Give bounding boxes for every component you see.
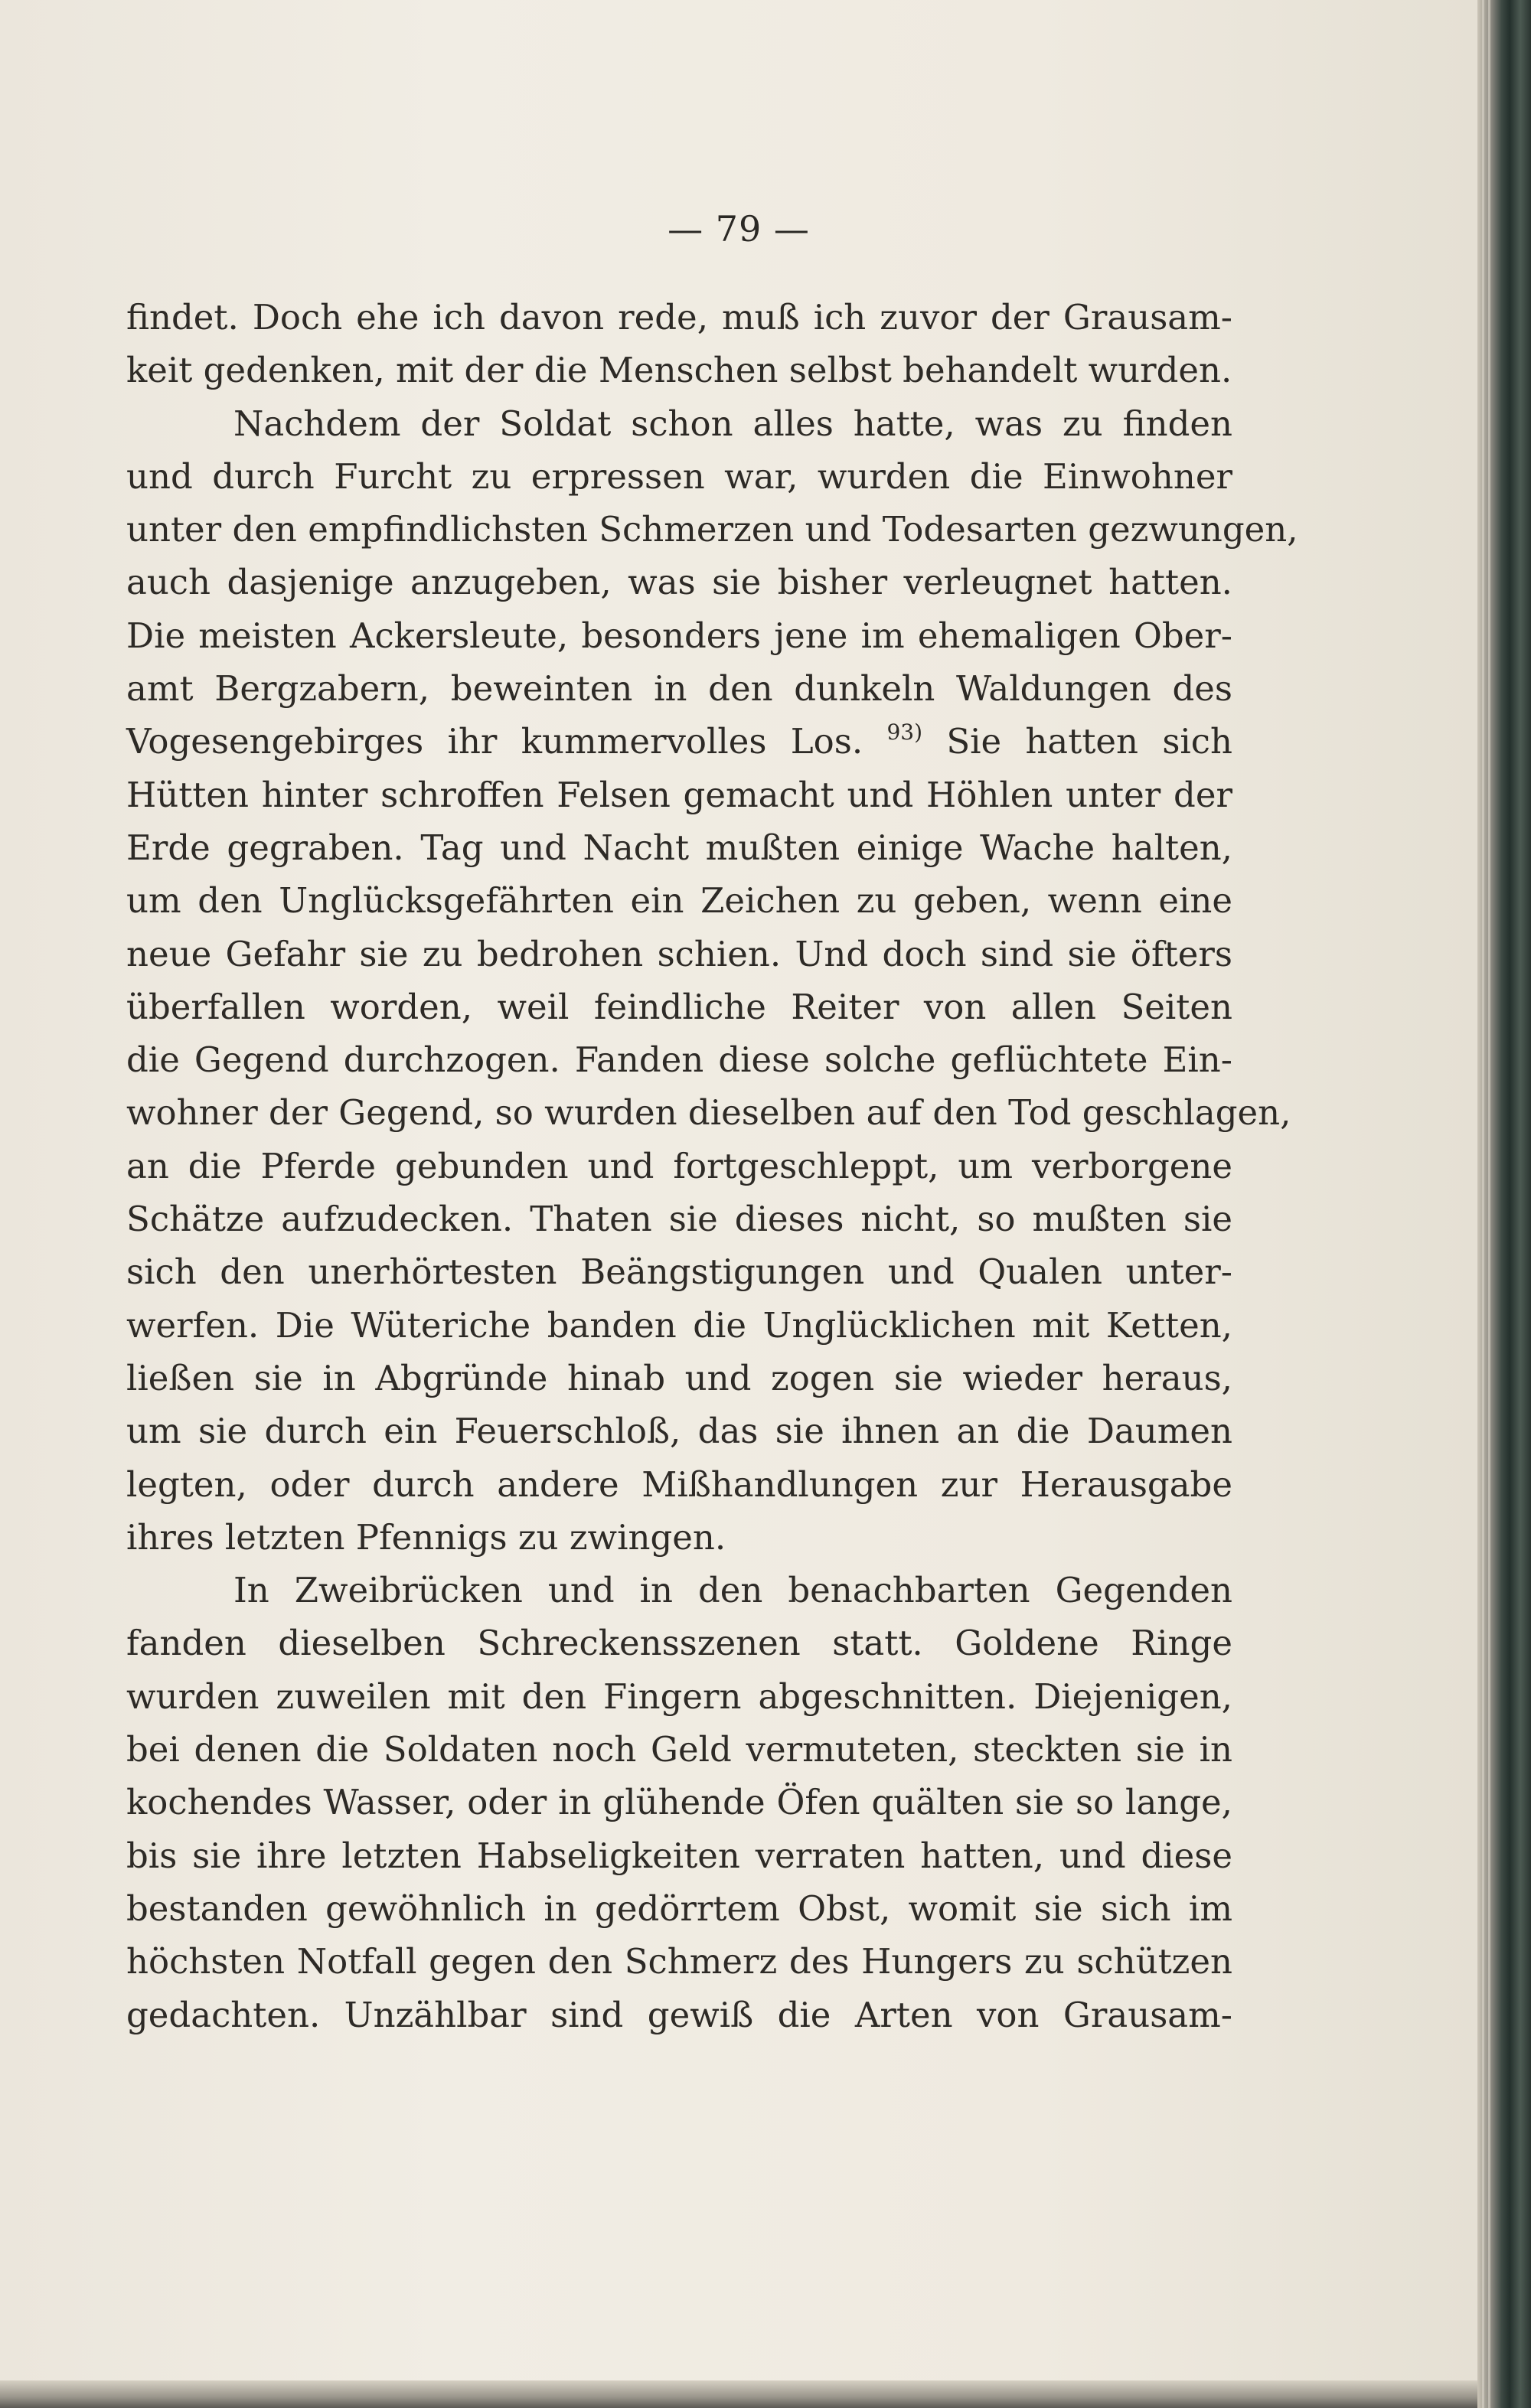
text-line: Schätze aufzudecken. Thaten sie dieses nicht, so mußten sie <box>126 1199 1232 1240</box>
text-line: unter den empfindlichsten Schmerzen und Todesarten gezwungen, <box>126 509 1298 550</box>
text-line: um sie durch ein Feuerschloß, das sie ihnen an die Daumen <box>126 1411 1232 1452</box>
text-fragment: Vogesengebirges ihr kummervolles Los. <box>126 721 863 762</box>
text-line: findet. Doch ehe ich davon rede, muß ich zuvor der Grausam- <box>126 297 1232 338</box>
spine-line <box>1488 0 1490 2408</box>
text-line: und durch Furcht zu erpressen war, wurden die Einwohner <box>126 455 1232 497</box>
text-line: bei denen die Soldaten noch Geld vermuteten, steckten sie in <box>126 1729 1232 1770</box>
text-line: fanden dieselben Schreckensszenen statt. Goldene Ringe <box>126 1623 1232 1664</box>
text-line: Erde gegraben. Tag und Nacht mußten einige Wache halten, <box>126 827 1232 868</box>
text-line: um den Unglücksgefährten ein Zeichen zu geben, wenn eine <box>126 880 1232 922</box>
text-line: gedachten. Unzählbar sind gewiß die Arten von Grausam- <box>126 1994 1232 2035</box>
text-line: bestanden gewöhnlich in gedörrtem Obst, womit sie sich im <box>126 1888 1232 1929</box>
text-line: werfen. Die Wüteriche banden die Unglücklichen mit Ketten, <box>126 1304 1232 1346</box>
spine-line <box>1482 0 1484 2408</box>
text-fragment: Sie hatten sich <box>946 721 1232 762</box>
text-line: die Gegend durchzogen. Fanden diese solche geflüchtete Ein- <box>126 1039 1232 1081</box>
footnote-reference: 93) <box>886 719 923 746</box>
text-line: In Zweibrücken und in den benachbarten Gegenden <box>233 1570 1232 1611</box>
text-line: sich den unerhörtesten Beängstigungen und Qualen unter- <box>126 1251 1232 1293</box>
text-line: Hütten hinter schroffen Felsen gemacht und Höhlen unter der <box>126 774 1232 815</box>
text-line: wurden zuweilen mit den Fingern abgeschnitten. Diejenigen, <box>126 1675 1232 1717</box>
body-text <box>126 291 1298 2041</box>
text-line: Nachdem der Soldat schon alles hatte, was zu finden <box>233 403 1232 444</box>
text-line: höchsten Notfall gegen den Schmerz des Hungers zu schützen <box>126 1941 1232 1982</box>
text-line: bis sie ihre letzten Habseligkeiten verraten hatten, und diese <box>126 1835 1232 1876</box>
text-line: keit gedenken, mit der die Menschen selbst behandelt wurden. <box>126 350 1232 391</box>
text-line: überfallen worden, weil feindliche Reiter von allen Seiten <box>126 986 1232 1027</box>
text-line: auch dasjenige anzugeben, was sie bisher verleugnet hatten. <box>126 562 1232 603</box>
text-line: kochendes Wasser, oder in glühende Öfen quälten sie so lange, <box>126 1782 1232 1823</box>
text-line: ließen sie in Abgründe hinab und zogen sie wieder heraus, <box>126 1357 1232 1398</box>
text-line: neue Gefahr sie zu bedrohen schien. Und doch sind sie öfters <box>126 933 1232 974</box>
book-spine-edge <box>1477 0 1531 2408</box>
page-bottom-edge <box>0 2380 1477 2408</box>
text-line-with-footnote <box>126 715 1232 768</box>
text-line: ihres letzten Pfennigs zu zwingen. <box>126 1516 726 1558</box>
page-number: — 79 — <box>668 208 810 250</box>
text-line: an die Pferde gebunden und fortgeschleppt, um verborgene <box>126 1145 1232 1186</box>
text-line: legten, oder durch andere Mißhandlungen zur Herausgabe <box>126 1463 1232 1505</box>
text-line: amt Bergzabern, beweinten in den dunkeln Waldungen des <box>126 668 1232 710</box>
text-line: Die meisten Ackersleute, besonders jene im ehemaligen Ober- <box>126 615 1232 656</box>
text-line: wohner der Gegend, so wurden dieselben auf den Tod geschlagen, <box>126 1092 1291 1134</box>
